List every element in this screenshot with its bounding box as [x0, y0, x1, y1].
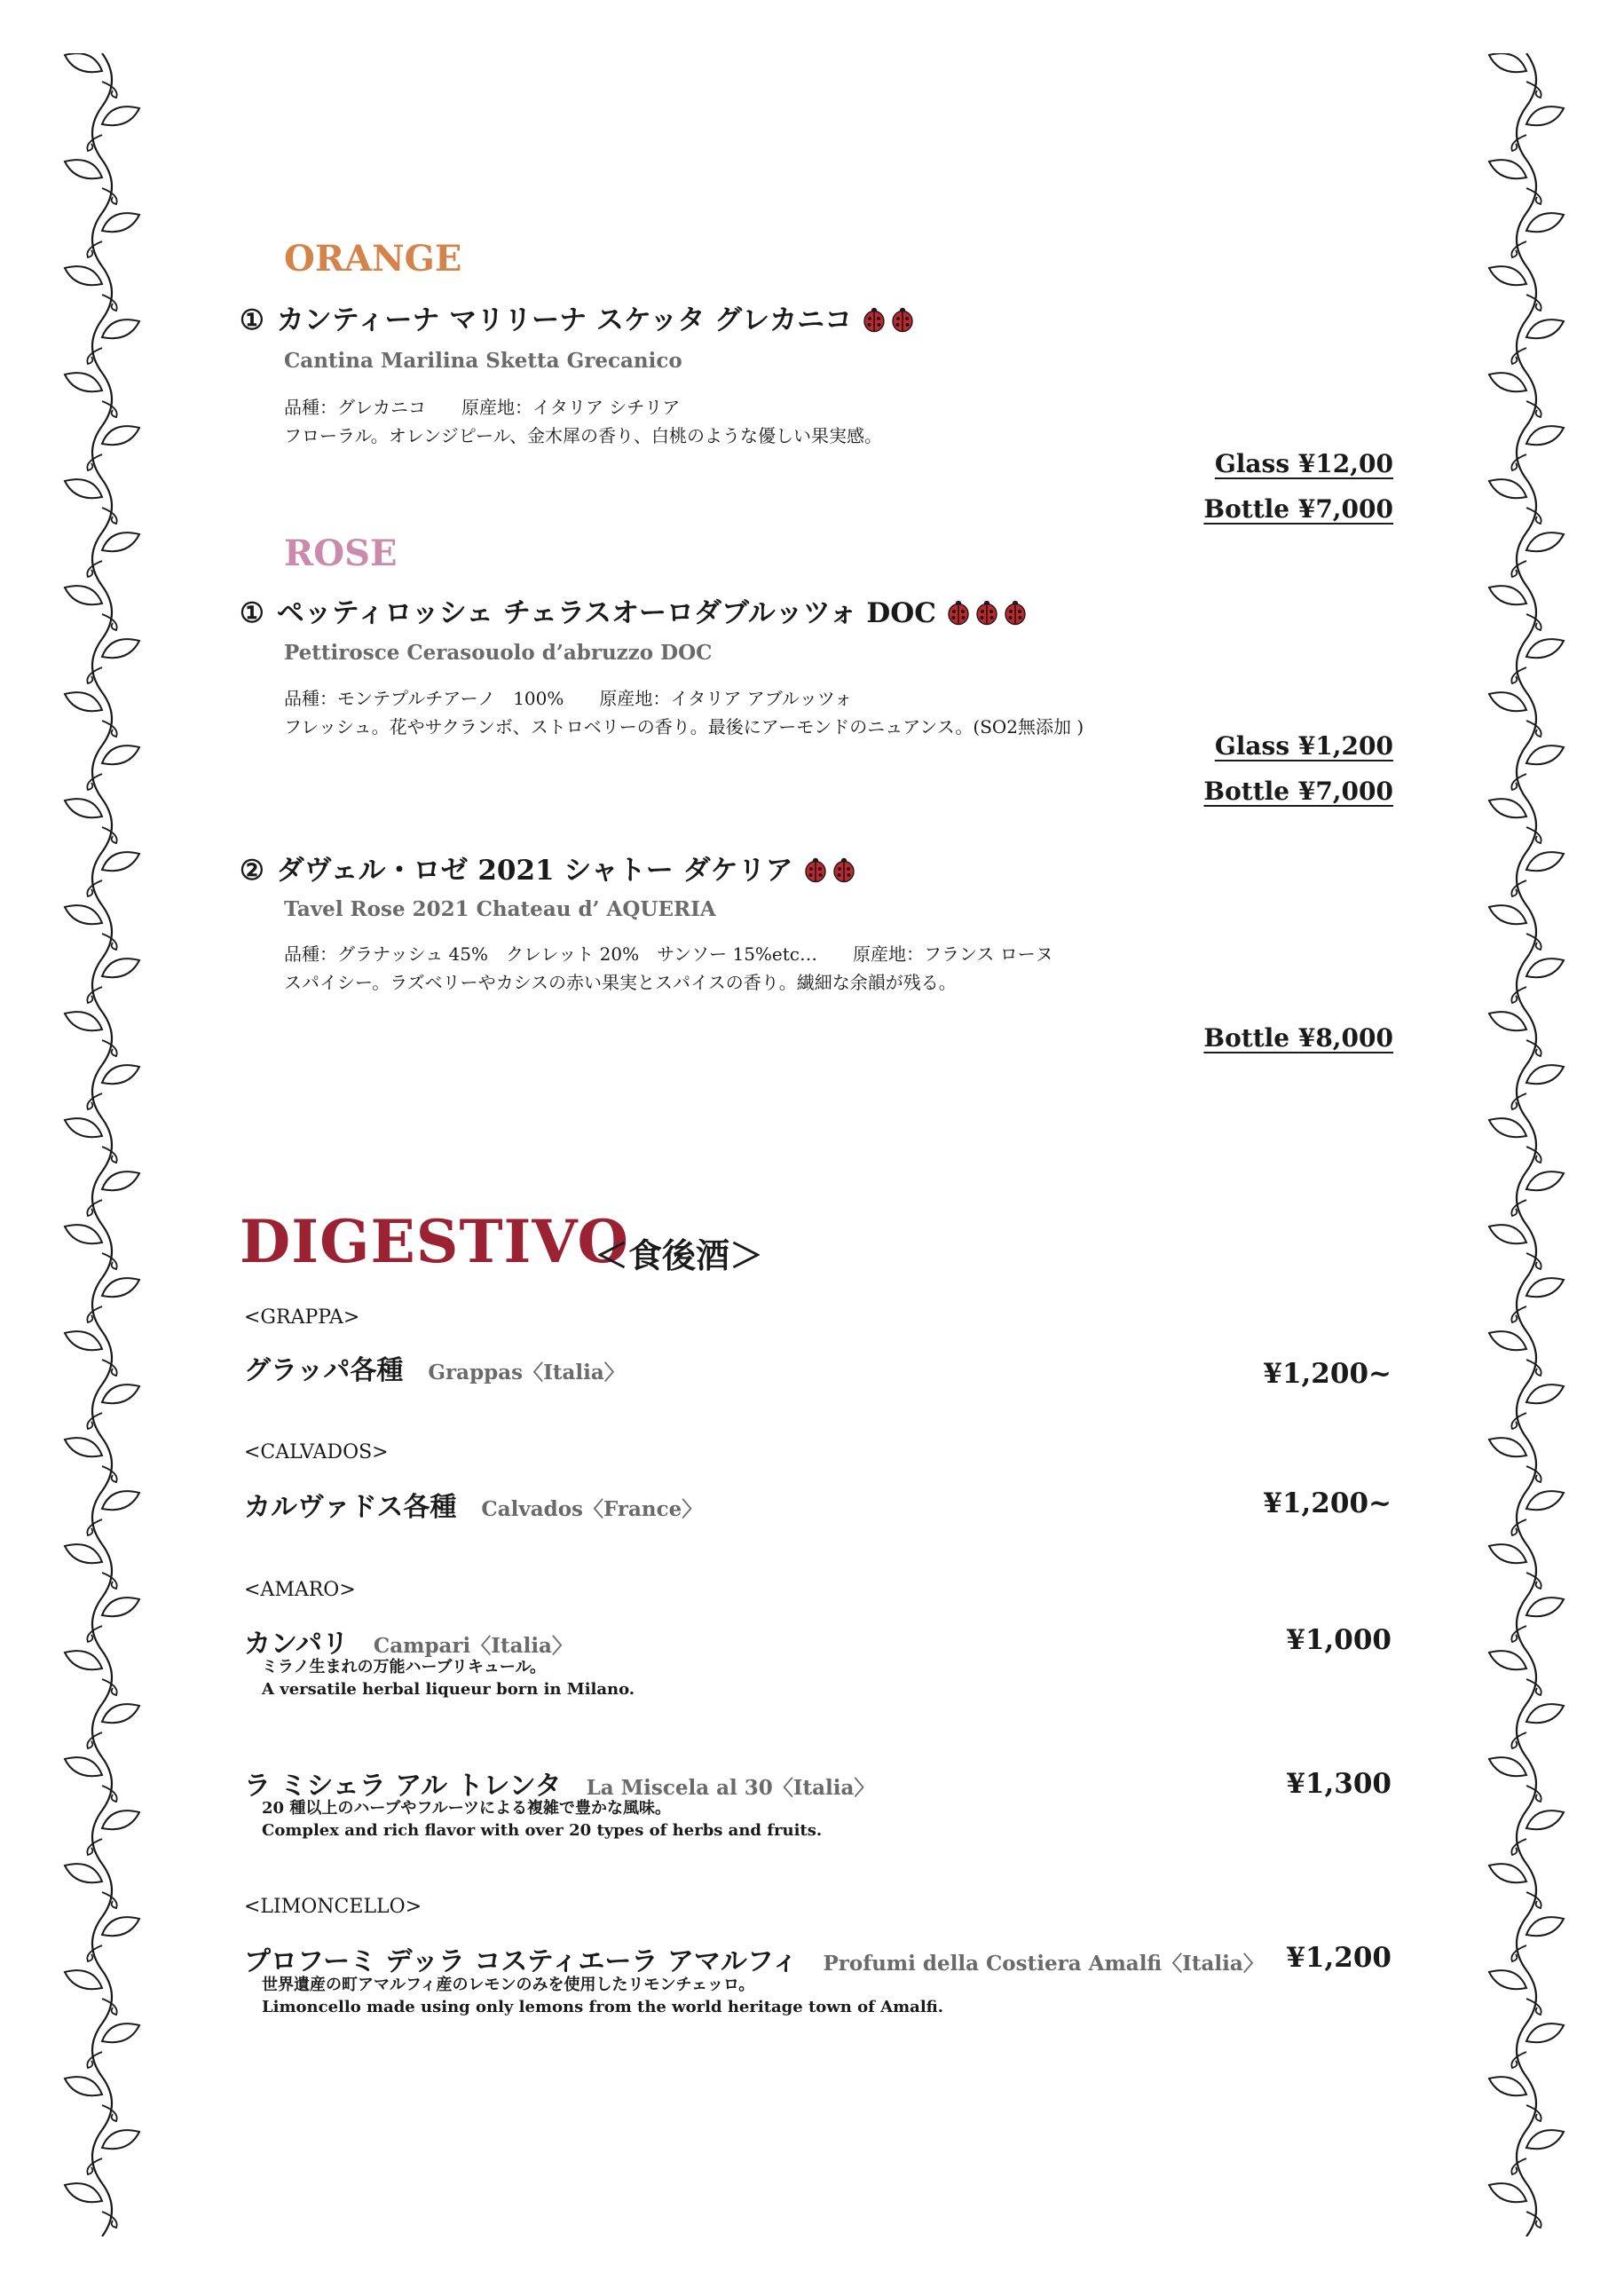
item-price: ¥1,200 — [1286, 1942, 1391, 1974]
item-number: ① — [240, 597, 264, 629]
note-jp: 世界遺産の町アマルフィ産のレモンのみを使用したリモンチェッロ。 — [262, 1976, 755, 1994]
vine-border-right — [1473, 53, 1580, 2236]
item-price: ¥1,200~ — [1263, 1487, 1391, 1519]
wine-desc-line: 品種：モンテプルチアーノ 100% 原産地：イタリア アブルッツォ — [284, 688, 853, 709]
item-name-jp: カンパリ — [244, 1629, 349, 1660]
bottle-price: Bottle ¥7,000 — [1203, 494, 1393, 524]
digestivo-item-title — [244, 1485, 702, 1524]
category-label: <CALVADOS> — [244, 1441, 389, 1463]
ladybug-icon — [802, 856, 829, 883]
digestivo-item-title — [244, 1939, 1264, 1978]
item-number: ② — [240, 855, 264, 887]
category-label: <AMARO> — [244, 1579, 356, 1601]
ladybug-icon — [945, 599, 972, 626]
section-heading-orange: ORANGE — [284, 238, 462, 280]
wine-title — [240, 590, 1030, 633]
ladybug-icon — [974, 599, 1000, 626]
glass-price: Glass ¥1,200 — [1214, 731, 1393, 761]
wine-name-en: Pettirosce Cerasouolo d’abruzzo DOC — [284, 641, 713, 665]
wine-desc — [284, 940, 1053, 997]
wine-name-jp: ダヴェル・ロゼ 2021 シャトー ダケリア — [276, 855, 793, 887]
wine-desc — [284, 393, 882, 450]
wine-name-en: Cantina Marilina Sketta Grecanico — [284, 349, 682, 373]
item-price: ¥1,300 — [1286, 1768, 1391, 1800]
item-name-jp: カルヴァドス各種 — [244, 1492, 457, 1523]
digestivo-item-title — [244, 1348, 625, 1387]
wine-title — [240, 848, 859, 890]
vine-border-left — [49, 53, 155, 2236]
item-name-jp: グラッパ各種 — [244, 1355, 404, 1386]
note-jp: ミラノ生まれの万能ハーブリキュール。 — [262, 1658, 547, 1676]
item-price: ¥1,000 — [1286, 1624, 1391, 1656]
note-en: Complex and rich flavor with over 20 types of herbs and fruits. — [262, 1821, 823, 1840]
ladybug-icon — [889, 306, 916, 333]
item-name-en: Campari〈Italia〉 — [373, 1634, 572, 1658]
wine-name-jp: カンティーナ マリリーナ スケッタ グレカニコ — [276, 304, 853, 336]
ladybug-icon — [831, 856, 857, 883]
item-name-en: Profumi della Costiera Amalfi〈Italia〉 — [823, 1952, 1264, 1976]
ladybug-icons — [802, 856, 859, 890]
item-name-jp: ラ ミシェラ アル トレンタ — [244, 1771, 562, 1802]
wine-desc-line: 品種：グラナッシュ 45% クレレット 20% サンソー 15%etc… 原産地：フランス ローヌ — [284, 943, 1053, 965]
item-name-jp: プロフーミ デッラ コスティエーラ アマルフィ — [244, 1946, 799, 1977]
bottle-price: Bottle ¥7,000 — [1203, 777, 1393, 806]
ladybug-icon — [861, 306, 887, 333]
item-number: ① — [240, 304, 264, 336]
digestivo-title: DIGESTIVO — [240, 1207, 629, 1276]
wine-desc-line: スパイシー。ラズベリーやカシスの赤い果実とスパイスの香り。繊細な余韻が残る。 — [284, 972, 957, 993]
ladybug-icon — [1002, 599, 1029, 626]
item-name-en: Calvados〈France〉 — [481, 1497, 703, 1521]
section-heading-rose: ROSE — [284, 532, 398, 574]
item-note — [262, 1797, 822, 1842]
ladybug-icons — [945, 599, 1030, 633]
wine-title — [240, 297, 918, 340]
wine-desc-line: 品種：グレカニコ 原産地：イタリア シチリア — [284, 397, 681, 418]
wine-desc-line: フレッシュ。花やサクランボ、ストロベリーの香り。最後にアーモンドのニュアンス。(SO2無添加 ) — [284, 716, 1084, 738]
item-name-en: Grappas〈Italia〉 — [428, 1361, 625, 1384]
item-price: ¥1,200~ — [1263, 1358, 1391, 1390]
wine-name-en: Tavel Rose 2021 Chateau d’ AQUERIA — [284, 897, 716, 921]
wine-desc-line: フローラル。オレンジピール、金木犀の香り、白桃のような優しい果実感。 — [284, 425, 882, 446]
item-note — [262, 1656, 635, 1700]
note-jp: 20 種以上のハーブやフルーツによる複雑で豊かな風味。 — [262, 1799, 671, 1818]
item-name-en: La Miscela al 30〈Italia〉 — [586, 1776, 875, 1800]
wine-desc — [284, 684, 1084, 741]
note-en: A versatile herbal liqueur born in Milano. — [262, 1680, 635, 1699]
category-label: <LIMONCELLO> — [244, 1896, 422, 1918]
bottle-price: Bottle ¥8,000 — [1203, 1023, 1393, 1053]
ladybug-icons — [861, 306, 918, 340]
item-note — [262, 1974, 943, 2018]
wine-name-jp: ペッティロッシェ チェラスオーロダブルッツォ DOC — [276, 597, 936, 629]
digestivo-item-title — [244, 1621, 572, 1661]
digestivo-title-jp: ＜食後酒＞ — [595, 1235, 764, 1275]
note-en: Limoncello made using only lemons from the world heritage town of Amalfi. — [262, 1998, 944, 2016]
glass-price: Glass ¥12,00 — [1214, 449, 1393, 478]
category-label: <GRAPPA> — [244, 1306, 360, 1329]
